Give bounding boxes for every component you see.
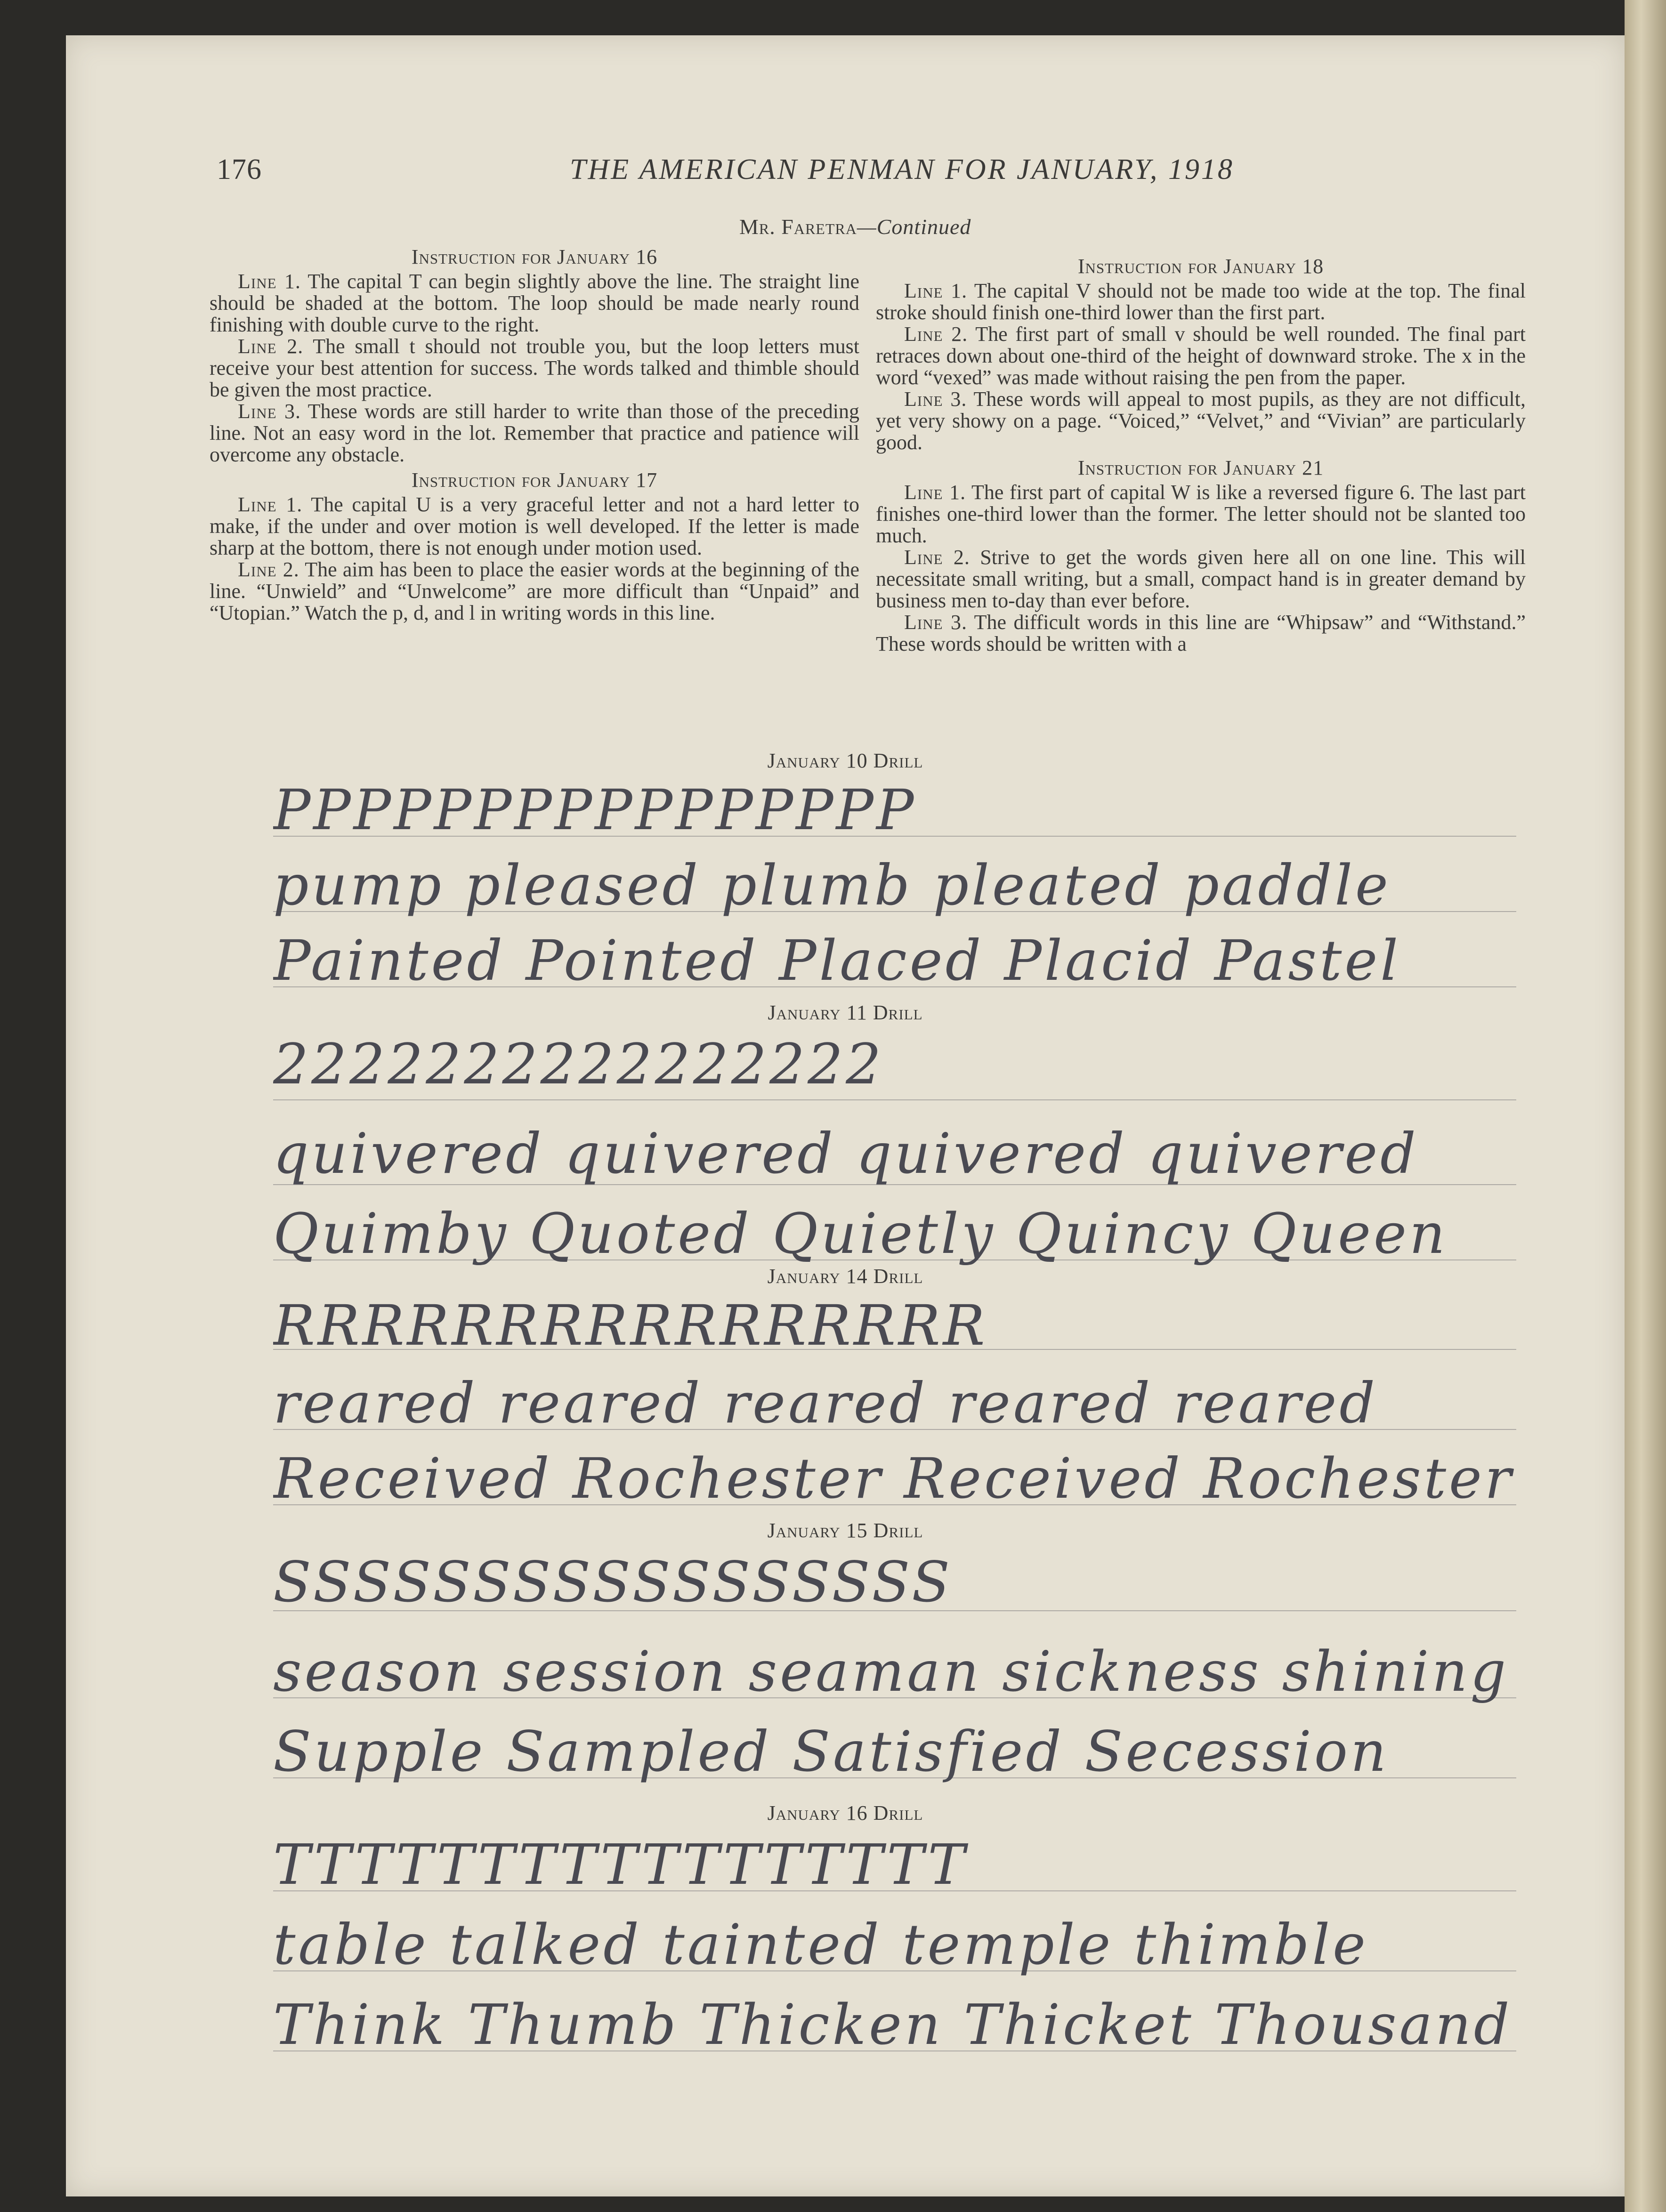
drill-heading: January 11 Drill <box>768 1001 923 1024</box>
line-label: Line 2. <box>904 323 968 346</box>
instruction-line <box>876 388 1526 453</box>
instruction-line <box>876 612 1526 655</box>
drill-heading: January 15 Drill <box>767 1519 923 1542</box>
right-column <box>876 252 1526 655</box>
line-text: The capital V should not be made too wide at the top. The final stroke should finish one-third lower than the first part. <box>876 279 1526 324</box>
line-text: The aim has been to place the easier words at the beginning of the line. “Unwield” and “Unwelcome” are more difficult than “Unpaid” and “Utopian.” Watch the p, d, and l in writing words in this line. <box>210 558 859 624</box>
drill-script-line: SSSSSSSSSSSSSSSSS <box>273 1550 953 1615</box>
author-line <box>739 214 971 239</box>
drill-script-line: table talked tainted temple thimble <box>273 1912 1368 1977</box>
drill-baseline <box>273 1777 1516 1778</box>
drill-baseline <box>273 1349 1516 1350</box>
instruction-line <box>210 494 859 559</box>
line-label: Line 3. <box>238 400 301 423</box>
instruction-line <box>210 559 859 624</box>
line-label: Line 1. <box>904 481 966 504</box>
journal-title: THE AMERICAN PENMAN FOR JANUARY, 1918 <box>570 153 1234 186</box>
adjacent-page-edge <box>1625 0 1666 2212</box>
line-label: Line 2. <box>904 546 970 569</box>
page-number: 176 <box>217 153 262 186</box>
drill-baseline <box>273 911 1516 912</box>
drill-script-line: TTTTTTTTTTTTTTTTT <box>273 1832 968 1897</box>
drill-baseline <box>273 1697 1516 1698</box>
drill-script-line: quivered quivered quivered quivered <box>273 1121 1419 1186</box>
line-text: The first part of capital W is like a reversed figure 6. The last part finishes one-third lower than the former. The letter should not be slanted too much. <box>876 481 1526 547</box>
left-column <box>210 242 859 624</box>
drill-baseline <box>273 1890 1516 1891</box>
instruction-line <box>876 323 1526 388</box>
drill-baseline <box>273 836 1516 837</box>
line-label: Line 2. <box>238 335 304 358</box>
line-label: Line 1. <box>238 270 301 293</box>
line-label: Line 2. <box>238 558 299 581</box>
drill-baseline <box>273 1184 1516 1185</box>
drill-script-line: RRRRRRRRRRRRRRRR <box>273 1293 988 1358</box>
author-name: Mr. Faretra <box>739 215 857 239</box>
line-text: The difficult words in this line are “Whipsaw” and “Withstand.” These words should be written with a <box>876 611 1526 655</box>
drill-script-line: Supple Sampled Satisfied Secession <box>273 1719 1389 1784</box>
drill-script-line: Painted Pointed Placed Placid Pastel <box>273 928 1401 993</box>
line-label: Line 1. <box>238 493 303 516</box>
drill-baseline <box>273 1099 1516 1100</box>
drill-baseline <box>273 1610 1516 1611</box>
drill-baseline <box>273 986 1516 987</box>
instruction-heading: Instruction for January 21 <box>1077 456 1324 479</box>
instruction-heading: Instruction for January 16 <box>411 245 658 268</box>
line-text: The small t should not trouble you, but the loop letters must receive your best attention for success. The words talked and thimble should be given the most practice. <box>210 335 859 401</box>
drill-script-line: season session seaman sickness shining <box>273 1639 1509 1704</box>
drill-script-line: Quimby Quoted Quietly Quincy Queen <box>273 1201 1448 1266</box>
line-label: Line 1. <box>904 279 968 302</box>
drill-script-line: Think Thumb Thicken Thicket Thousand <box>273 1992 1512 2057</box>
drill-script-line: Received Rochester Received Rochester <box>273 1446 1514 1511</box>
instruction-line <box>876 547 1526 612</box>
drill-heading: January 16 Drill <box>767 1801 923 1824</box>
line-text: These words are still harder to write than those of the preceding line. Not an easy word in the lot. Remember that practice and patience will overcome any obstacle. <box>210 400 859 466</box>
drill-baseline <box>273 1429 1516 1430</box>
page-header <box>217 144 1441 210</box>
drill-script-line: 2222222222222222 <box>273 1032 884 1097</box>
line-text: These words will appeal to most pupils, as they are not difficult, yet very showy on a page. “Voiced,” “Velvet,” and “Vivian” are particularly good. <box>876 388 1526 454</box>
instruction-line <box>876 280 1526 323</box>
drill-baseline <box>273 1970 1516 1971</box>
drill-baseline <box>273 1259 1516 1260</box>
drill-script-line: pump pleased plumb pleated paddle <box>273 853 1391 918</box>
instruction-heading: Instruction for January 17 <box>411 468 658 492</box>
instruction-heading: Instruction for January 18 <box>1077 255 1324 278</box>
instruction-line <box>876 482 1526 547</box>
instruction-line <box>210 401 859 466</box>
line-text: Strive to get the words given here all on one line. This will necessitate small writing, but a small, compact hand is in greater demand by business men to-day than ever before. <box>876 546 1526 612</box>
instruction-line <box>210 336 859 401</box>
drill-heading: January 10 Drill <box>767 749 923 772</box>
author-suffix: —Continued <box>857 215 971 239</box>
line-label: Line 3. <box>904 611 967 634</box>
drill-script-line: reared reared reared reared reared <box>273 1371 1378 1436</box>
line-label: Line 3. <box>904 388 967 411</box>
magazine-page <box>66 35 1625 2196</box>
line-text: The capital T can begin slightly above the line. The straight line should be shaded at the bottom. The loop should be made nearly round finishing with double curve to the right. <box>210 270 859 336</box>
drill-heading: January 14 Drill <box>767 1265 923 1288</box>
drill-script-line: PPPPPPPPPPPPPPPP <box>273 777 917 842</box>
drill-baseline <box>273 1504 1516 1505</box>
instruction-line <box>210 271 859 336</box>
line-text: The first part of small v should be well rounded. The final part retraces down about one-third of the height of downward stroke. The x in the word “vexed” was made without raising the pen from the paper. <box>876 323 1526 389</box>
line-text: The capital U is a very graceful letter and not a hard letter to make, if the under and over motion is well developed. If the letter is made sharp at the bottom, there is not enough under motion used. <box>210 493 859 559</box>
